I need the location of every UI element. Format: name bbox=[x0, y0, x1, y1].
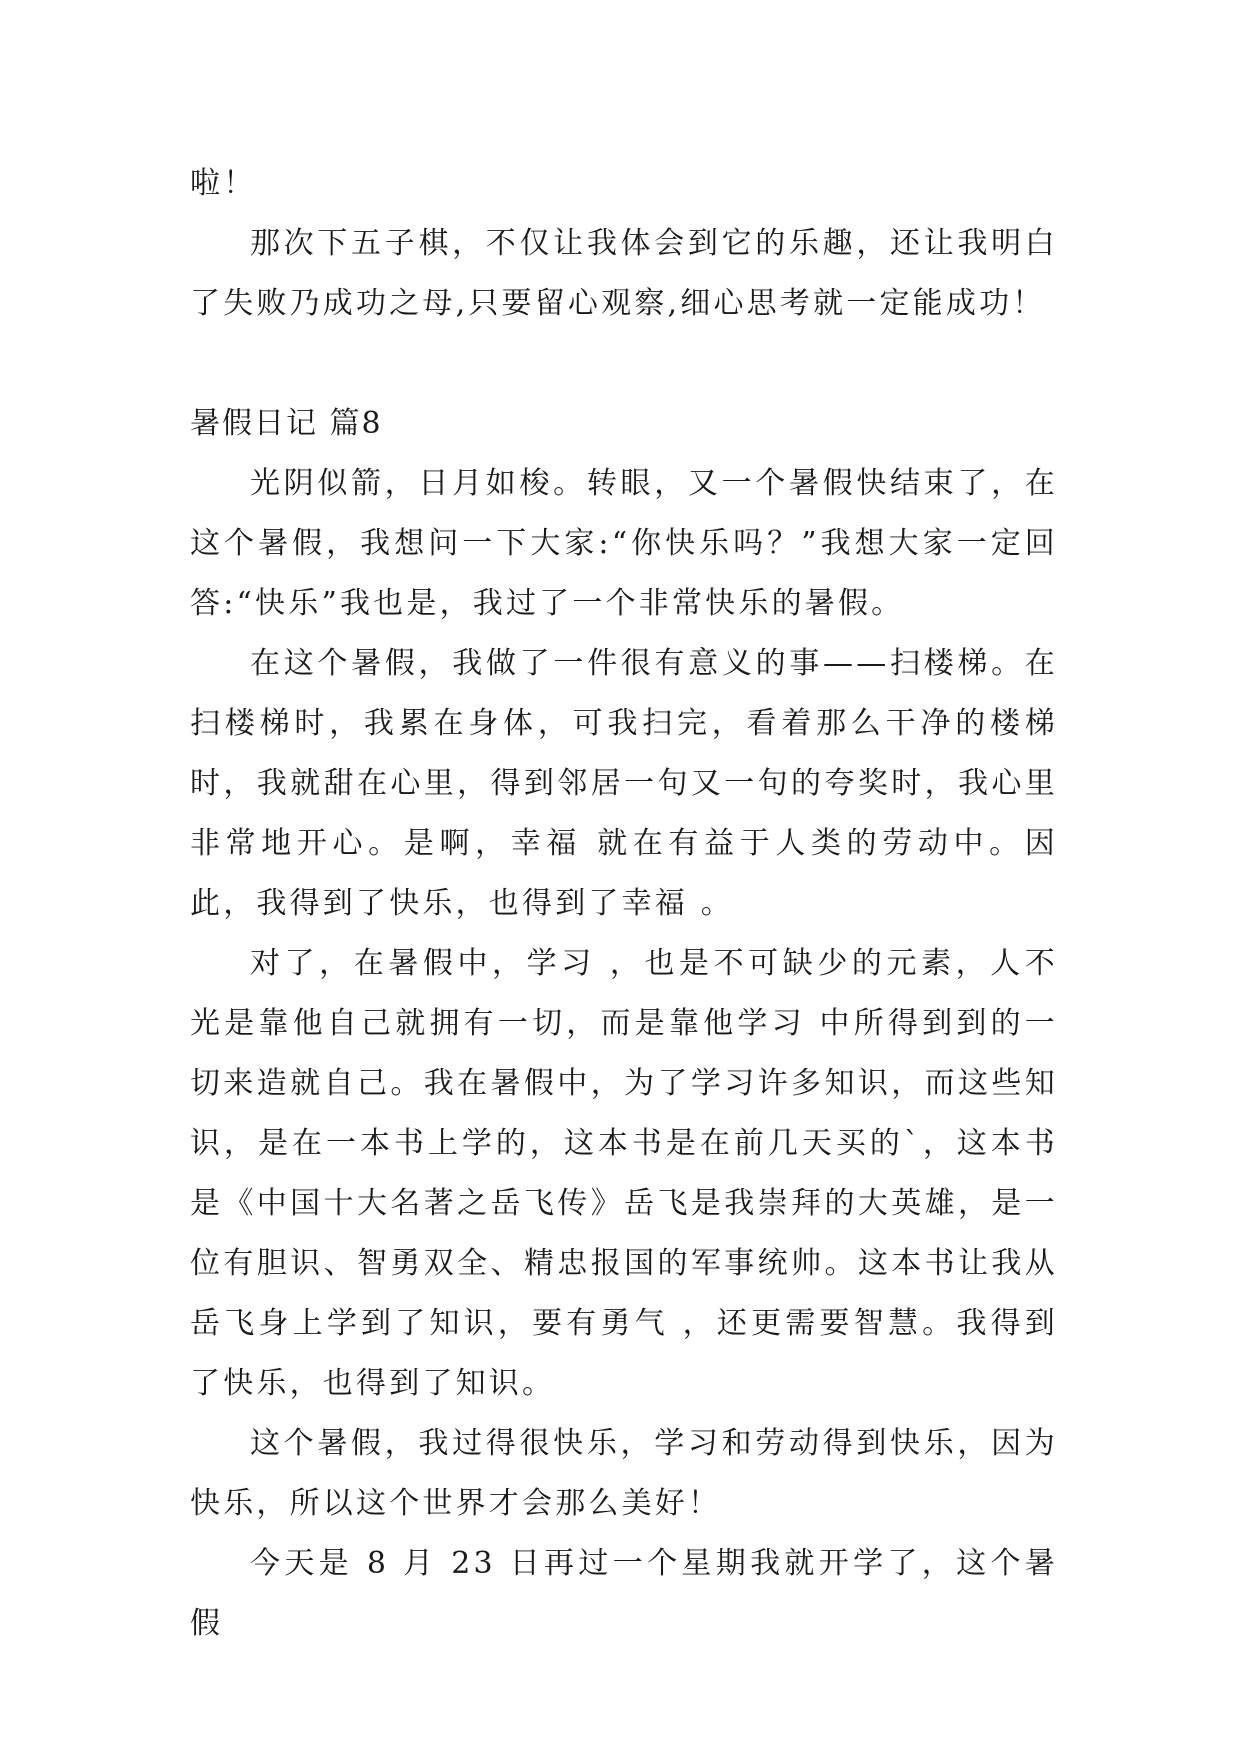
paragraph-4: 这个暑假，我过得很快乐，学习和劳动得到快乐，因为快乐，所以这个世界才会那么美好！ bbox=[190, 1426, 1058, 1521]
paragraph-1: 光阴似箭，日月如梭。转眼，又一个暑假快结束了，在这个暑假，我想问一下大家:“你快乐吗？”我想大家一定回答:“快乐”我也是，我过了一个非常快乐的暑假。 bbox=[190, 466, 1058, 621]
paragraph-3: 对了，在暑假中，学习 ，也是不可缺少的元素，人不光是靠他自己就拥有一切，而是靠他学习 中所得到到的一切来造就自己。我在暑假中，为了学习许多知识，而这些知识，是在一本书上学的，这本书是在前几天买的`，这本书是《中国十大名著之岳飞传》岳飞是我崇拜的大英雄，是一位有胆识、智勇双全、精忠报国的军事统帅。这本书让我从岳飞身上学到了知识，要有勇气 ，还更需要智慧。我得到了快乐，也得到了知识。 bbox=[190, 946, 1058, 1401]
continued-line: 啦！ bbox=[190, 166, 257, 201]
section-heading: 暑假日记 篇8 bbox=[190, 406, 383, 441]
paragraph-conclusion: 那次下五子棋，不仅让我体会到它的乐趣，还让我明白了失败乃成功之母,只要留心观察,细心思考就一定能成功！ bbox=[190, 226, 1058, 321]
paragraph-2: 在这个暑假，我做了一件很有意义的事——扫楼梯。在扫楼梯时，我累在身体，可我扫完，看着那么干净的楼梯时，我就甜在心里，得到邻居一句又一句的夸奖时，我心里非常地开心。是啊，幸福 就在有益于人类的劳动中。因此，我得到了快乐，也得到了幸福 。 bbox=[190, 646, 1058, 921]
document-body bbox=[190, 154, 1058, 1654]
paragraph-5: 今天是 8 月 23 日再过一个星期我就开学了，这个暑假 bbox=[190, 1546, 1058, 1641]
